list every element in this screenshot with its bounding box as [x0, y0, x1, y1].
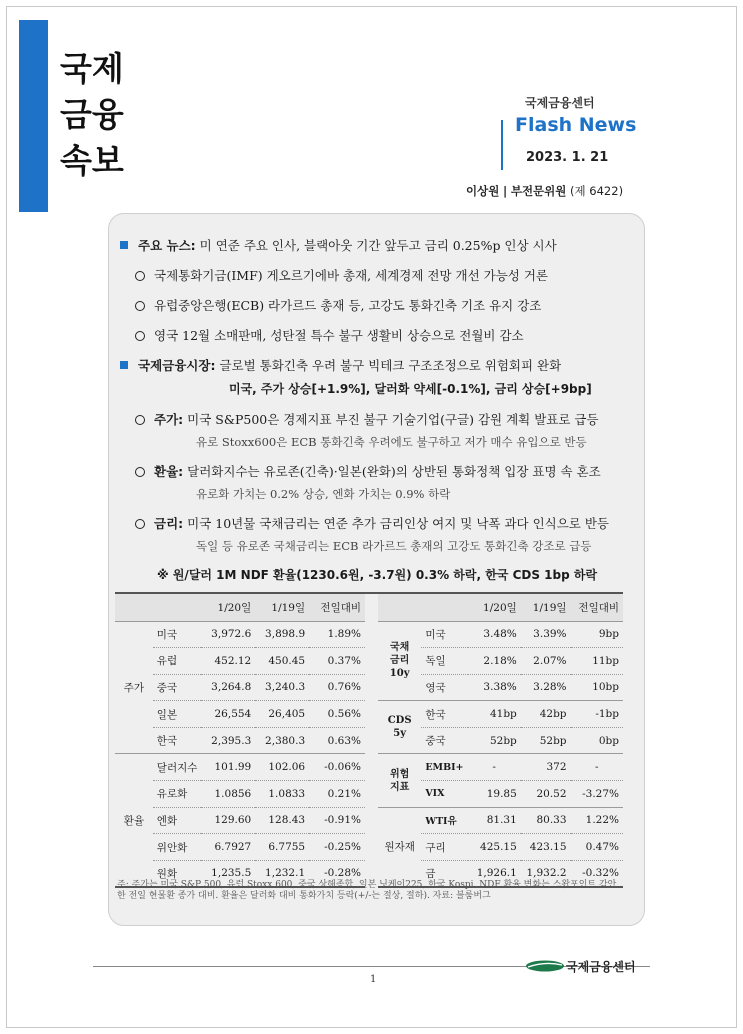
author-separator: |	[502, 184, 508, 198]
author-title: 부전문위원	[510, 184, 567, 198]
right-market-table	[378, 594, 623, 888]
market-item-sub: 유로화 가치는 0.2% 상승, 엔화 가치는 0.9% 하락	[196, 487, 451, 501]
market-item-sub: 유로 Stoxx600은 ECB 통화긴축 우려에도 불구하고 저가 매수 유입으로 반등	[196, 435, 587, 449]
title-accent-bar	[19, 20, 48, 212]
kcif-logo-icon	[525, 960, 565, 972]
table-row: 중국 3,264.8 3,240.3 0.76%	[115, 674, 365, 701]
circle-bullet-icon	[135, 271, 145, 281]
main-news-item: 유럽중앙은행(ECB) 라가르드 총재 등, 고강도 통화긴축 기조 유지 강조	[135, 296, 541, 314]
publisher-name: 국제금융센터	[525, 96, 595, 110]
report-date: 2023. 1. 21	[526, 150, 609, 165]
market-heading	[120, 356, 561, 374]
table-row: CDS 5y 한국 41bp 42bp -1bp	[378, 701, 623, 728]
square-bullet-icon	[120, 241, 128, 249]
circle-bullet-icon	[135, 467, 145, 477]
title-line: 금융	[60, 95, 124, 134]
header-d2: 1/19일	[255, 594, 309, 621]
main-news-item: 영국 12월 소매판매, 성탄절 특수 불구 생활비 상승으로 전월비 감소	[135, 326, 524, 344]
table-row: 위험 지표 EMBI+ - 372 -	[378, 754, 623, 781]
table-header-row	[115, 594, 365, 621]
author-line	[466, 183, 623, 199]
title-line: 국제	[60, 49, 124, 88]
group-label: 위험 지표	[378, 754, 421, 807]
left-market-table	[115, 594, 365, 888]
author-name: 이상원	[466, 184, 500, 198]
market-label: 국제금융시장:	[138, 358, 216, 373]
market-item-fx: 환율: 달러화지수는 유로존(긴축)·일본(완화)의 상반된 통화정책 입장 표명 속 혼조	[135, 462, 601, 480]
table-row: 원화 1,235.5 1,232.1 -0.28%	[115, 860, 365, 887]
table-row: 독일 2.18% 2.07% 11bp	[378, 648, 623, 675]
table-row: VIX 19.85 20.52 -3.27%	[378, 781, 623, 808]
circle-bullet-icon	[135, 331, 145, 341]
header-change: 전일대비	[309, 594, 365, 621]
market-item-sub: 독일 등 유로존 국채금리는 ECB 라가르드 총재의 고강도 통화긴축 강조로 급등	[196, 539, 592, 553]
table-footnote: 주: 주가는 미국 S&P 500, 유럽 Stoxx 600, 중국 상해종합, 일본 닛케이225, 한국 Kospi. NDF 환율 변화는 스왑포인트 감안한 전일 현물환 종가 대비. 환율은 달러화 대비 통화가치 등락(+/-는 절상, 절하). 자료: 블룸버그	[117, 880, 617, 901]
ndf-note: ※ 원/달러 1M NDF 환율(1230.6원, -3.7원) 0.3% 하락, 한국 CDS 1bp 하락	[157, 568, 598, 582]
header-d2: 1/19일	[521, 594, 571, 621]
main-news-item: 국제통화기금(IMF) 게오르기에바 총재, 세계경제 전망 개선 가능성 거론	[135, 266, 548, 284]
market-text: 글로벌 통화긴축 우려 불구 빅테크 구조조정으로 위험회피 완화	[219, 358, 562, 373]
table-row: 영국 3.38% 3.28% 10bp	[378, 674, 623, 701]
document-number: (제 6422)	[570, 184, 624, 198]
report-title	[60, 46, 124, 184]
table-row: 위안화 6.7927 6.7755 -0.25%	[115, 834, 365, 861]
market-highlight: 미국, 주가 상승[+1.9%], 달러화 약세[-0.1%], 금리 상승[+9bp]	[229, 382, 592, 396]
table-row: 환율 달러지수 101.99 102.06 -0.06%	[115, 754, 365, 781]
table-row: 한국 2,395.3 2,380.3 0.63%	[115, 727, 365, 754]
circle-bullet-icon	[135, 301, 145, 311]
market-item-rates: 금리: 미국 10년물 국채금리는 연준 추가 금리인상 여지 및 낙폭 과다 인식으로 반등	[135, 514, 609, 532]
table-row: 원자재 WTI유 81.31 80.33 1.22%	[378, 807, 623, 834]
square-bullet-icon	[120, 361, 128, 369]
table-row: 금 1,926.1 1,932.2 -0.32%	[378, 860, 623, 887]
table-row: 엔화 129.60 128.43 -0.91%	[115, 807, 365, 834]
flash-news-label: Flash News	[515, 114, 637, 136]
table-row: 국채 금리 10y 미국 3.48% 3.39% 9bp	[378, 621, 623, 648]
page-number: 1	[370, 974, 377, 985]
circle-bullet-icon	[135, 415, 145, 425]
main-news-text: 미 연준 주요 인사, 블랙아웃 기간 앞두고 금리 0.25%p 인상 시사	[199, 238, 557, 253]
table-row: 일본 26,554 26,405 0.56%	[115, 701, 365, 728]
main-news-label: 주요 뉴스:	[138, 238, 196, 253]
table-row: 유럽 452.12 450.45 0.37%	[115, 648, 365, 675]
footer-logo-text: 국제금융센터	[566, 960, 636, 974]
title-line: 속보	[60, 141, 124, 180]
header-change: 전일대비	[571, 594, 623, 621]
table-row: 주가 미국 3,972.6 3,898.9 1.89%	[115, 621, 365, 648]
table-row: 구리 425.15 423.15 0.47%	[378, 834, 623, 861]
group-label: 국채 금리 10y	[378, 621, 421, 701]
table-row: 유로화 1.0856 1.0833 0.21%	[115, 781, 365, 808]
header-divider	[501, 120, 503, 170]
table-row: 중국 52bp 52bp 0bp	[378, 727, 623, 754]
group-label: CDS 5y	[378, 701, 421, 754]
group-label: 환율	[115, 754, 153, 887]
main-news-heading	[120, 236, 557, 254]
header-d1: 1/20일	[468, 594, 521, 621]
group-label: 주가	[115, 621, 153, 754]
group-label: 원자재	[378, 807, 421, 887]
table-header-row	[378, 594, 623, 621]
circle-bullet-icon	[135, 519, 145, 529]
header-d1: 1/20일	[201, 594, 255, 621]
market-item-stocks: 주가: 미국 S&P500은 경제지표 부진 불구 기술기업(구글) 감원 계획 발표로 급등	[135, 410, 599, 428]
